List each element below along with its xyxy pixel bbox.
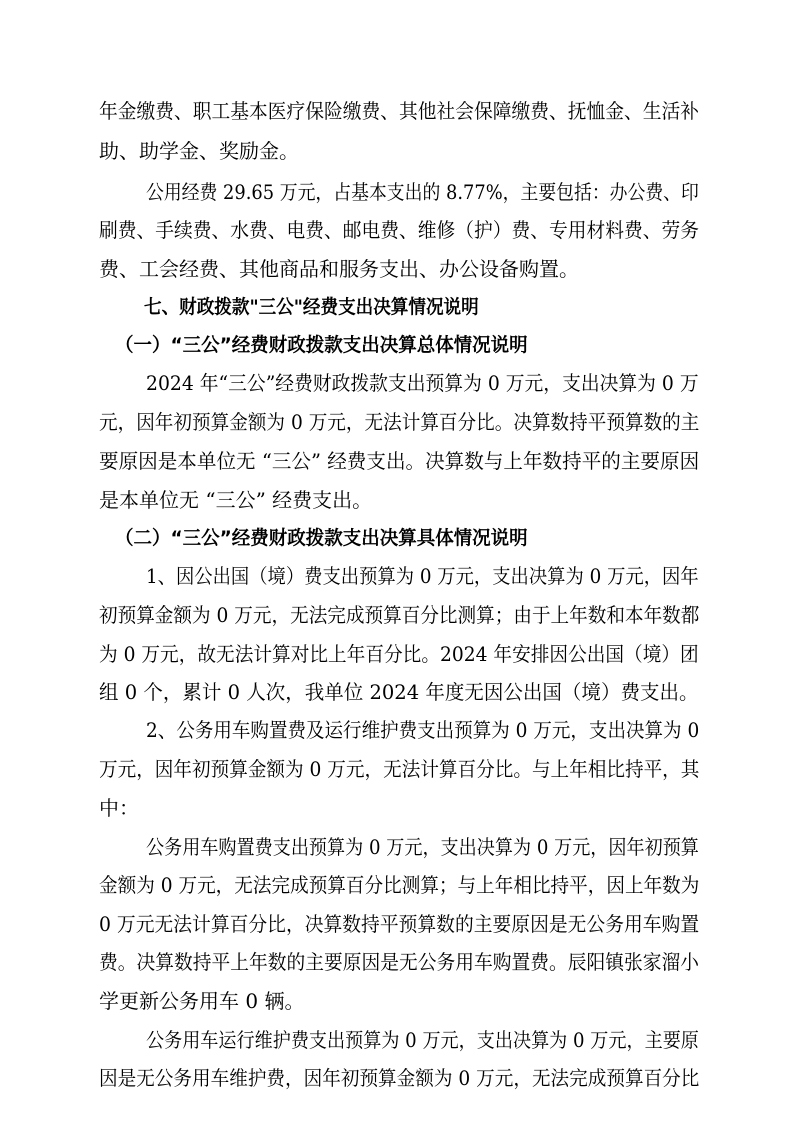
paragraph-line: 金额为 0 万元，无法完成预算百分比测算；与上年相比持平，因上年数为: [99, 873, 700, 897]
paragraph-line: 公用经费 29.65 万元，占基本支出的 8.77%，主要包括：办公费、印: [146, 180, 699, 204]
subsection-heading: （二）“三公”经费财政拨款支出决算具体情况说明: [115, 527, 528, 549]
paragraph-line: 是本单位无 “三公” 经费支出。: [99, 488, 373, 512]
paragraph-line: 1、因公出国（境）费支出预算为 0 万元，支出决算为 0 万元，因年: [146, 564, 699, 588]
subsection-heading: （一）“三公”经费财政拨款支出决算总体情况说明: [115, 334, 528, 356]
paragraph-line: 费、工会经费、其他商品和服务支出、办公设备购置。: [99, 257, 579, 281]
paragraph-line: 元，因年初预算金额为 0 万元，无法计算百分比。决算数持平预算数的主: [99, 410, 700, 434]
paragraph-line: 学更新公务用车 0 辆。: [99, 989, 305, 1013]
paragraph-line: 年金缴费、职工基本医疗保险缴费、其他社会保障缴费、抚恤金、生活补: [99, 99, 699, 123]
paragraph-line: 助、助学金、奖励金。: [99, 139, 299, 163]
paragraph-line: 公务用车运行维护费支出预算为 0 万元，支出决算为 0 万元，主要原: [146, 1028, 699, 1052]
section-heading: 七、财政拨款"三公"经费支出决算情况说明: [144, 296, 479, 318]
paragraph-line: 要原因是本单位无 “三公” 经费支出。决算数与上年数持平的主要原因: [99, 449, 700, 473]
paragraph-line: 中：: [99, 796, 139, 820]
paragraph-line: 初预算金额为 0 万元，无法完成预算百分比测算；由于上年数和本年数都: [99, 603, 700, 627]
paragraph-line: 0 万元无法计算百分比，决算数持平预算数的主要原因是无公务用车购置: [99, 912, 700, 936]
paragraph-line: 万元，因年初预算金额为 0 万元，无法计算百分比。与上年相比持平，其: [99, 757, 700, 781]
paragraph-line: 组 0 个，累计 0 人次，我单位 2024 年度无因公出国（境）费支出。: [99, 680, 699, 704]
paragraph-line: 费。决算数持平上年数的主要原因是无公务用车购置费。辰阳镇张家溜小: [99, 950, 699, 974]
paragraph-line: 2024 年“三公”经费财政拨款支出预算为 0 万元，支出决算为 0 万: [146, 371, 699, 395]
paragraph-line: 为 0 万元，故无法计算对比上年百分比。2024 年安排因公出国（境）团: [99, 642, 699, 666]
paragraph-line: 公务用车购置费支出预算为 0 万元，支出决算为 0 万元，因年初预算: [146, 835, 699, 859]
paragraph-line: 2、公务用车购置费及运行维护费支出预算为 0 万元，支出决算为 0: [146, 718, 700, 742]
paragraph-line: 刷费、手续费、水费、电费、邮电费、维修（护）费、专用材料费、劳务: [99, 218, 699, 242]
paragraph-line: 因是无公务用车维护费，因年初预算金额为 0 万元，无法完成预算百分比: [99, 1066, 700, 1090]
